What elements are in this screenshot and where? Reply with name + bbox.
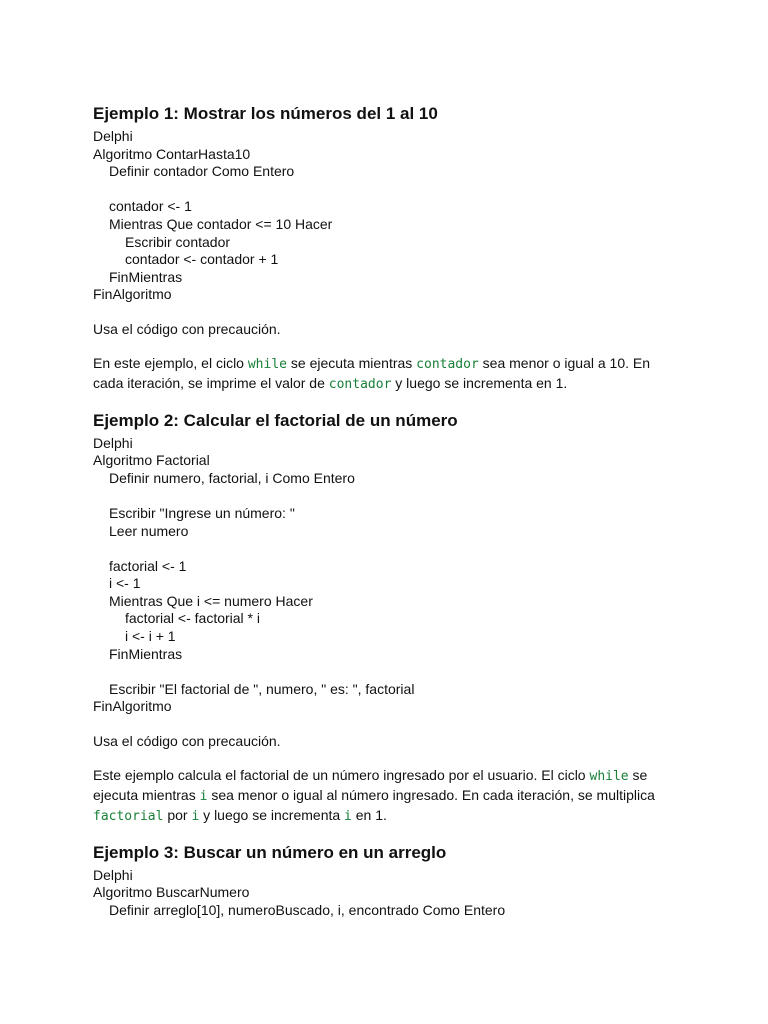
text-run: y luego se incrementa en 1.: [391, 374, 568, 391]
inline-code: contador: [416, 356, 479, 372]
code-language-label: Delphi: [93, 434, 133, 451]
code-line: Mientras Que contador <= 10 Hacer: [109, 215, 333, 232]
code-line: Leer numero: [109, 522, 189, 539]
section-ejemplo-2: [93, 410, 683, 826]
code-line: FinMientras: [109, 268, 183, 285]
code-line: [93, 540, 683, 558]
section-heading: Ejemplo 1: Mostrar los números del 1 al 10: [93, 104, 438, 123]
code-line: Algoritmo Factorial: [93, 452, 210, 469]
text-run: por: [163, 806, 192, 823]
inline-code: i: [199, 788, 208, 804]
section-ejemplo-3: [93, 842, 683, 920]
code-line: contador <- contador + 1: [125, 251, 279, 268]
inline-code: i: [191, 808, 200, 824]
code-block: [93, 146, 683, 304]
code-language-label: Delphi: [93, 128, 133, 144]
document-page: [93, 103, 683, 919]
code-block: [93, 884, 683, 919]
code-line: FinAlgoritmo: [93, 286, 172, 303]
code-line: Algoritmo ContarHasta10: [93, 145, 251, 162]
code-line: [93, 181, 683, 199]
code-line: Definir numero, factorial, i Como Entero: [109, 469, 355, 486]
code-line: i <- i + 1: [125, 628, 176, 645]
inline-code: while: [247, 356, 287, 372]
section-ejemplo-1: [93, 103, 683, 394]
code-block: [93, 452, 683, 716]
code-line: Mientras Que i <= numero Hacer: [109, 592, 313, 609]
text-run: y luego se incrementa: [199, 806, 345, 823]
code-line: FinMientras: [109, 645, 183, 662]
code-line: Definir arreglo[10], numeroBuscado, i, encontrado Como Entero: [109, 901, 506, 918]
section-heading: Ejemplo 2: Calcular el factorial de un número: [93, 410, 458, 430]
explanation-paragraph: [93, 766, 683, 826]
code-language-label: Delphi: [93, 866, 133, 883]
code-line: factorial <- 1: [109, 557, 187, 574]
code-line: [93, 487, 683, 505]
code-line: [93, 663, 683, 681]
code-line: Escribir "El factorial de ", numero, " es: ", factorial: [109, 680, 415, 697]
code-line: Algoritmo BuscarNumero: [93, 884, 250, 901]
inline-code: factorial: [93, 808, 164, 824]
section-heading: Ejemplo 3: Buscar un número en un arreglo: [93, 842, 447, 862]
text-run: Este ejemplo calcula el factorial de un número ingresado por el usuario. El ciclo: [93, 766, 590, 783]
inline-code: contador: [328, 376, 392, 392]
code-line: Definir contador Como Entero: [109, 163, 295, 180]
code-line: Escribir contador: [125, 233, 231, 250]
inline-code: while: [589, 768, 629, 784]
text-run: se ejecuta mientras: [287, 354, 417, 371]
text-run: se ejecuta mientras: [93, 766, 648, 803]
text-run: sea menor o igual a 10. En cada iteración, se imprime el valor de: [93, 354, 651, 391]
code-line: Escribir "Ingrese un número: ": [109, 504, 295, 521]
text-run: sea menor o igual al número ingresado. En cada iteración, se multiplica: [207, 786, 655, 803]
inline-code: i: [344, 808, 352, 824]
code-line: factorial <- factorial * i: [125, 610, 260, 627]
code-line: contador <- 1: [109, 198, 192, 215]
explanation-paragraph: [93, 354, 683, 394]
text-run: En este ejemplo, el ciclo: [93, 354, 248, 371]
code-line: FinAlgoritmo: [93, 698, 172, 715]
code-caution-note: Usa el código con precaución.: [93, 733, 281, 750]
code-caution-note: Usa el código con precaución.: [93, 320, 281, 337]
text-run: en 1.: [351, 806, 387, 823]
code-line: i <- 1: [109, 575, 141, 592]
